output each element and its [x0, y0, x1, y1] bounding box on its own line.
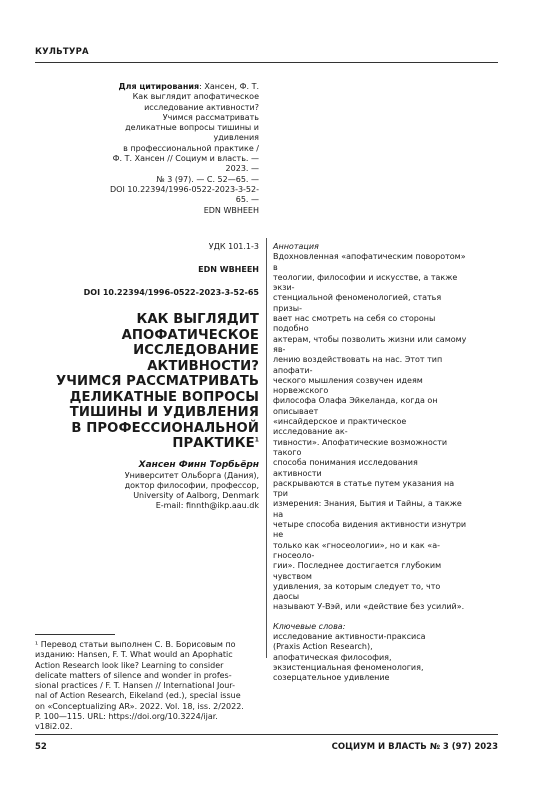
keyword-line: экзистенциальная феноменология,	[273, 662, 424, 672]
keyword-line: апофатическая философия,	[273, 652, 392, 662]
doi-code: DOI 10.22394/1996-0522-2023-3-52-65	[83, 288, 259, 297]
abstract-label: Аннотация	[273, 242, 319, 251]
footnote-line: on «Conceptualizing AR». 2022. Vol. 18, iss. 2/2022.	[35, 701, 244, 711]
header-divider	[35, 62, 498, 63]
citation-block: Для цитирования: Хансен, Ф. Т. Как выглядит апофатическое исследование активности? Учимся рассматривать деликатные вопросы тишины и удивления в профессиональной практике / Ф. Т. Хансен // Социум и власть. — 2023. — № 3 (97). — С. 52—65. — DOI 10.22394/1996-0522-2023-3-52-65. — EDN WBHEEH	[109, 82, 259, 215]
udk-code: УДК 101.1-3	[208, 242, 259, 251]
citation-line: исследование активности?	[144, 102, 259, 112]
keyword-line: созерцательное удивление	[273, 673, 390, 683]
citation-line: Ф. Т. Хансен // Социум и власть. — 2023. —	[112, 154, 259, 174]
column-divider	[266, 238, 267, 658]
article-title	[54, 312, 259, 452]
page-number: 52	[35, 742, 47, 752]
abstract-line: удивления, за которым следует то, что даосы	[273, 581, 441, 602]
citation-line: деликатные вопросы тишины и удивления	[125, 123, 259, 143]
abstract-line: вает нас смотреть на себя со стороны подобно	[273, 314, 436, 334]
title-line: ПРАКТИКЕ	[172, 436, 255, 451]
title-line: АПОФАТИЧЕСКОЕ	[121, 327, 259, 343]
footnote-line: P. 100—115. URL: https://doi.org/10.3224/ijar.	[35, 712, 218, 722]
citation-line: EDN WBHEEH	[203, 205, 259, 215]
abstract-text	[273, 252, 468, 612]
title-line: ИССЛЕДОВАНИЕ	[133, 343, 259, 358]
citation-line: в профессиональной практике /	[123, 143, 259, 153]
author-email: E-mail: finnth@ikp.aau.dk	[155, 500, 259, 510]
footnote-line: ¹ Перевод статьи выполнен С. В. Борисовым по	[35, 640, 236, 649]
keyword-line: (Praxis Action Research),	[273, 642, 373, 652]
footnote-line: v18i2.02.	[35, 722, 73, 732]
citation-line: DOI 10.22394/1996-0522-2023-3-52-65. —	[109, 184, 259, 205]
journal-name: СОЦИУМ И ВЛАСТЬ № 3 (97) 2023	[331, 742, 498, 752]
abstract-line: «инсайдерское и практическое исследование ак-	[273, 417, 407, 437]
affiliation-line: Университет Ольборга (Дания),	[124, 470, 259, 480]
footer-divider	[35, 734, 498, 735]
abstract-line: называют У-Вэй, или «действие без усилий».	[273, 602, 465, 612]
affiliation-line: доктор философии, профессор,	[124, 480, 259, 490]
abstract-line: измерения: Знания, Бытия и Тайны, а также на	[273, 499, 462, 519]
abstract-line: теологии, философии и искусстве, а также экзи-	[273, 272, 458, 293]
abstract-line: философа Олафа Эйкеланда, когда он описывает	[273, 396, 438, 416]
article-info-column	[54, 242, 259, 511]
abstract-line: четыре способа видения активности изнутри не	[273, 520, 467, 540]
title-line: УЧИМСЯ РАССМАТРИВАТЬ	[56, 374, 259, 389]
abstract-line: тивности». Апофатические возможности такого	[273, 437, 448, 457]
footnote	[35, 640, 260, 733]
edn-code: EDN WBHEEH	[198, 265, 259, 274]
abstract-column	[273, 242, 468, 683]
section-header: КУЛЬТУРА	[35, 47, 89, 57]
citation-line: № 3 (97). — С. 52—65. —	[156, 174, 259, 184]
footnote-line: delicate matters of silence and wonder in profes-	[35, 670, 232, 680]
abstract-line: гии». Последнее достигается глубоким чувством	[273, 561, 442, 581]
author-name: Хансен Финн Торбьёрн	[138, 459, 259, 470]
title-line: КАК ВЫГЛЯДИТ	[136, 312, 259, 327]
citation-line: Учимся рассматривать	[162, 112, 259, 122]
footnote-line: sional practices / F. T. Hansen // International Jour-	[35, 681, 235, 691]
abstract-line: актерам, чтобы позволить жизни или самому яв-	[273, 334, 467, 354]
title-line: В ПРОФЕССИОНАЛЬНОЙ	[71, 420, 259, 436]
footnote-line: изданию: Hansen, F. T. What would an Apophatic	[35, 650, 233, 660]
footnote-line: Action Research look like? Learning to consider	[35, 660, 224, 670]
keywords-list	[273, 632, 468, 683]
abstract-line: способа понимания исследования активности	[273, 458, 418, 478]
keywords-label: Ключевые слова:	[273, 621, 346, 631]
author-affiliation	[54, 471, 259, 511]
citation-line: Как выглядит апофатическое	[132, 92, 259, 102]
abstract-line: ческого мышления созвучен идеям норвежского	[273, 375, 423, 396]
abstract-line: стенциальной феноменологией, статья призы-	[273, 293, 442, 313]
title-line: ДЕЛИКАТНЫЕ ВОПРОСЫ	[69, 389, 259, 405]
footnote-line: nal of Action Research, Eikeland (ed.), special issue	[35, 691, 241, 701]
keyword-line: исследование активности-праксиса	[273, 631, 426, 641]
citation-label: Для цитирования	[118, 82, 200, 91]
abstract-line: лению воздействовать на нас. Этот тип апофати-	[273, 355, 443, 375]
abstract-line: только как «гносеологии», но и как «а-гносеоло-	[273, 540, 440, 560]
citation-line: Хансен, Ф. Т.	[204, 82, 259, 91]
title-line: ТИШИНЫ И УДИВЛЕНИЯ	[69, 405, 259, 420]
affiliation-line: University of Aalborg, Denmark	[133, 490, 259, 500]
footnote-divider	[35, 634, 115, 635]
title-line: АКТИВНОСТИ?	[147, 358, 259, 374]
abstract-line: раскрываются в статье путем указания на три	[273, 478, 455, 499]
footnote-mark: 1	[254, 436, 259, 444]
abstract-line: Вдохновленная «апофатическим поворотом» в	[273, 252, 466, 272]
